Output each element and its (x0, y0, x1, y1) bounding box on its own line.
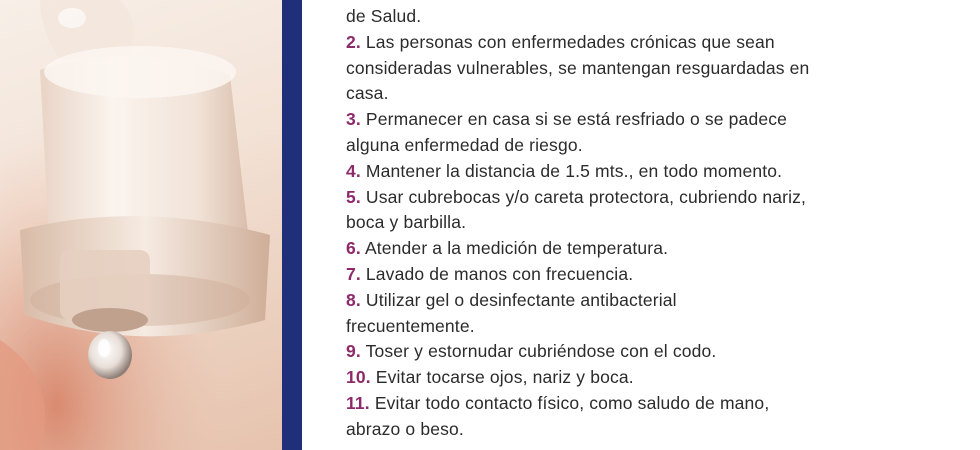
item-text: Utilizar gel o desinfectante antibacterial (360, 289, 677, 310)
item-number: 10. (346, 367, 371, 388)
list-item (346, 339, 809, 365)
list-item-line (346, 288, 809, 314)
item-text: Lavado de manos con frecuencia. (360, 263, 634, 284)
list-item (346, 30, 809, 107)
item-number: 9. (346, 341, 361, 362)
blue-divider-bar (282, 0, 302, 450)
item-text: Evitar todo contacto físico, como saludo de mano, (369, 392, 770, 413)
item-number: 8. (346, 289, 361, 310)
list-item (346, 262, 809, 288)
hand-sanitizer-bottle-photo (0, 0, 282, 450)
list-item-line (346, 236, 809, 262)
item-number: 6. (346, 238, 361, 259)
item-text: Mantener la distancia de 1.5 mts., en todo momento. (360, 160, 783, 181)
item-text: alguna enfermedad de riesgo. (346, 134, 583, 155)
list-item-line (346, 133, 809, 159)
item-text: Permanecer en casa si se está resfriado o se padece (360, 109, 787, 130)
item-text: consideradas vulnerables, se mantengan resguardadas en (346, 57, 810, 78)
item-text: casa. (346, 83, 389, 104)
list-item-line (346, 81, 809, 107)
item-text: de Salud. (346, 6, 422, 26)
list-item-line (346, 262, 809, 288)
item-text: Atender a la medición de temperatura. (360, 238, 669, 259)
list-item-line (346, 56, 809, 82)
list-item-line (346, 365, 809, 391)
item-text: Las personas con enfermedades crónicas que sean (360, 31, 775, 52)
list-item-line (346, 185, 809, 211)
list-item (346, 288, 809, 340)
list-item (346, 159, 809, 185)
list-item (346, 4, 809, 30)
list-item-line (346, 417, 809, 443)
list-item (346, 185, 809, 237)
item-number: 7. (346, 263, 361, 284)
item-number: 11. (346, 392, 370, 413)
list-item-line (346, 391, 809, 417)
recommendations-list (346, 4, 809, 443)
list-item (346, 365, 809, 391)
list-item-line (346, 30, 809, 56)
item-text: boca y barbilla. (346, 212, 467, 233)
list-item-line (346, 339, 809, 365)
item-text: frecuentemente. (346, 315, 475, 336)
item-text: abrazo o beso. (346, 418, 464, 439)
item-text: Usar cubrebocas y/o careta protectora, cubriendo nariz, (360, 186, 807, 207)
list-item-line (346, 210, 809, 236)
item-number: 4. (346, 160, 361, 181)
list-item (346, 236, 809, 262)
list-item-line (346, 314, 809, 340)
recommendations-panel (346, 0, 946, 450)
list-item-line (346, 4, 809, 30)
list-item-line (346, 159, 809, 185)
item-number: 2. (346, 31, 361, 52)
list-item (346, 107, 809, 159)
list-item (346, 391, 809, 443)
list-item-line (346, 107, 809, 133)
sanitizer-photo (0, 0, 282, 450)
item-text: Evitar tocarse ojos, nariz y boca. (370, 367, 634, 388)
item-number: 5. (346, 186, 361, 207)
item-number: 3. (346, 109, 361, 130)
item-text: Toser y estornudar cubriéndose con el codo. (360, 341, 717, 362)
